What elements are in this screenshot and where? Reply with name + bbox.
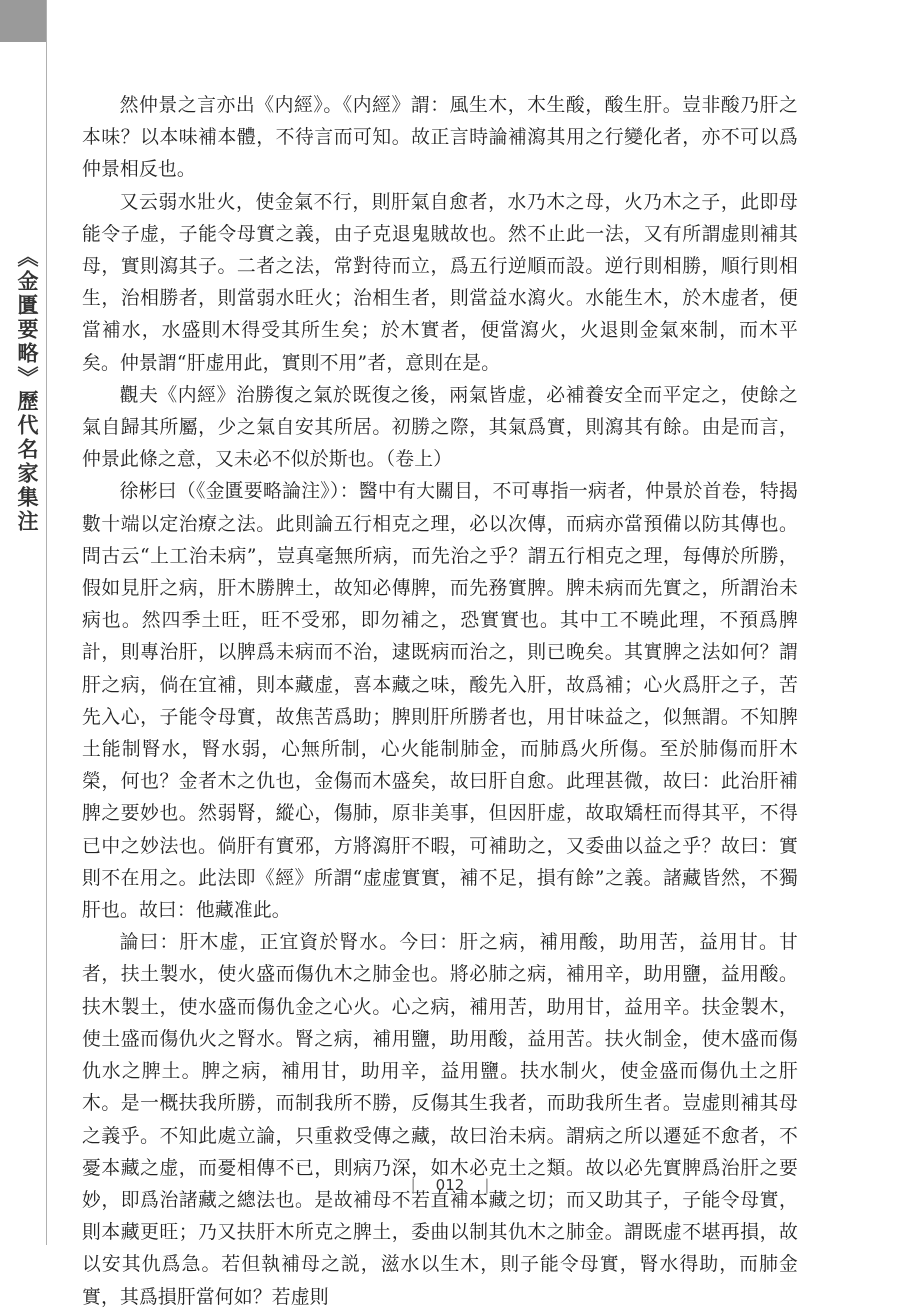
- running-title: 《金匱要略》歷代名家集注: [15, 246, 40, 534]
- paragraph: 徐彬曰（《金匱要略論注》）：醫中有大關目，不可專指一病者，仲景於首卷，特揭數十端以定治療之法。此則論五行相克之理，必以次傳，而病亦當預備以防其傳也。問古云“上工治未病”，豈真毫無所病，而先治之乎？謂五行相克之理，每傳於所勝，假如見肝之病，肝木勝脾土，故知必傳脾，而先務實脾。脾未病而先實之，所謂治未病也。然四季土旺，旺不受邪，即勿補之，恐實實也。其中工不曉此理，不預爲脾計，則專治肝，以脾爲未病而不治，逮既病而治之，則已晚矣。其實脾之法如何？謂肝之病，倘在宜補，則本藏虚，喜本藏之味，酸先入肝，故爲補；心火爲肝之子，苦先入心，子能令母實，故焦苦爲助；脾則肝所勝者也，用甘味益之，似無謂。不知脾土能制腎水，腎水弱，心無所制，心火能制肺金，而肺爲火所傷。至於肺傷而肝木榮，何也？金者木之仇也，金傷而木盛矣，故曰肝自愈。此理甚微，故曰：此治肝補脾之要妙也。然弱腎，縱心，傷肺，原非美事，但因肝虚，故取矯枉而得其平，不得已中之妙法也。倘肝有實邪，方將瀉肝不暇，可補助之，又委曲以益之乎？故曰：實則不在用之。此法即《經》所謂“虚虚實實，補不足，損有餘”之義。諸藏皆然，不獨肝也。故曰：他藏准此。: [82, 481, 798, 922]
- paragraph: 觀夫《内經》治勝復之氣於既復之後，兩氣皆虚，必補養安全而平定之，使餘之氣自歸其所屬，少之氣自安其所居。初勝之際，其氣爲實，則瀉其有餘。由是而言，仲景此條之意，又未必不似於斯也。（卷上）: [82, 384, 798, 471]
- page-number-bar-right: |: [484, 1176, 490, 1194]
- corner-tab: [0, 0, 46, 42]
- margin-rule: [46, 0, 47, 1245]
- page-number-value: 012: [435, 1176, 465, 1194]
- page-number-bar-left: |: [410, 1176, 416, 1194]
- paragraph: 論曰：肝木虚，正宜資於腎水。今曰：肝之病，補用酸，助用苦，益用甘。甘者，扶土製水，使火盛而傷仇木之肺金也。將必肺之病，補用辛，助用鹽，益用酸。扶木製土，使水盛而傷仇金之心火。心之病，補用苦，助用甘，益用辛。扶金製木，使土盛而傷仇火之腎水。腎之病，補用鹽，助用酸，益用苦。扶火制金，使木盛而傷仇水之脾土。脾之病，補用甘，助用辛，益用鹽。扶水制火，使金盛而傷仇土之肝木。是一概扶我所勝，而制我所不勝，反傷其生我者，而助我所生者。豈虚則補其母之義乎。不知此處立論，只重救受傳之藏，故曰治未病。謂病之所以遷延不愈者，不憂本藏之虚，而憂相傳不已，則病乃深，如木必克土之類。故以必先實脾爲治肝之要妙，即爲治諸藏之總法也。是故補母不若直補本藏之切；而又助其子，子能令母實，則本藏更旺；乃又扶肝木所克之脾土，委曲以制其仇木之肺金。謂既虚不堪再損，故以安其仇爲急。若但執補母之説，滋水以生木，則子能令母實，腎水得助，而肺金實，其爲損肝當何如？若虚則: [82, 932, 798, 1308]
- paragraph: 又云弱水壯火，使金氣不行，則肝氣自愈者，水乃木之母，火乃木之子，此即母能令子虚，子能令母實之義，由子克退鬼賊故也。然不止此一法，又有所謂虚則補其母，實則瀉其子。二者之法，常對待而立，爲五行逆順而設。逆行則相勝，順行則相生，治相勝者，則當弱水旺火；治相生者，則當益水瀉火。水能生木，於木虚者，便當補水，水盛則木得受其所生矣；於木實者，便當瀉火，火退則金氣來制，而木平矣。仲景謂“肝虚用此，實則不用”者，意則在是。: [82, 191, 798, 374]
- paragraph: 然仲景之言亦出《内經》。《内經》謂：風生木，木生酸，酸生肝。豈非酸乃肝之本味？以本味補本體，不待言而可知。故正言時論補瀉其用之行變化者，亦不可以爲仲景相反也。: [82, 95, 798, 181]
- page-number: [0, 1176, 900, 1194]
- body-text: [82, 90, 798, 1314]
